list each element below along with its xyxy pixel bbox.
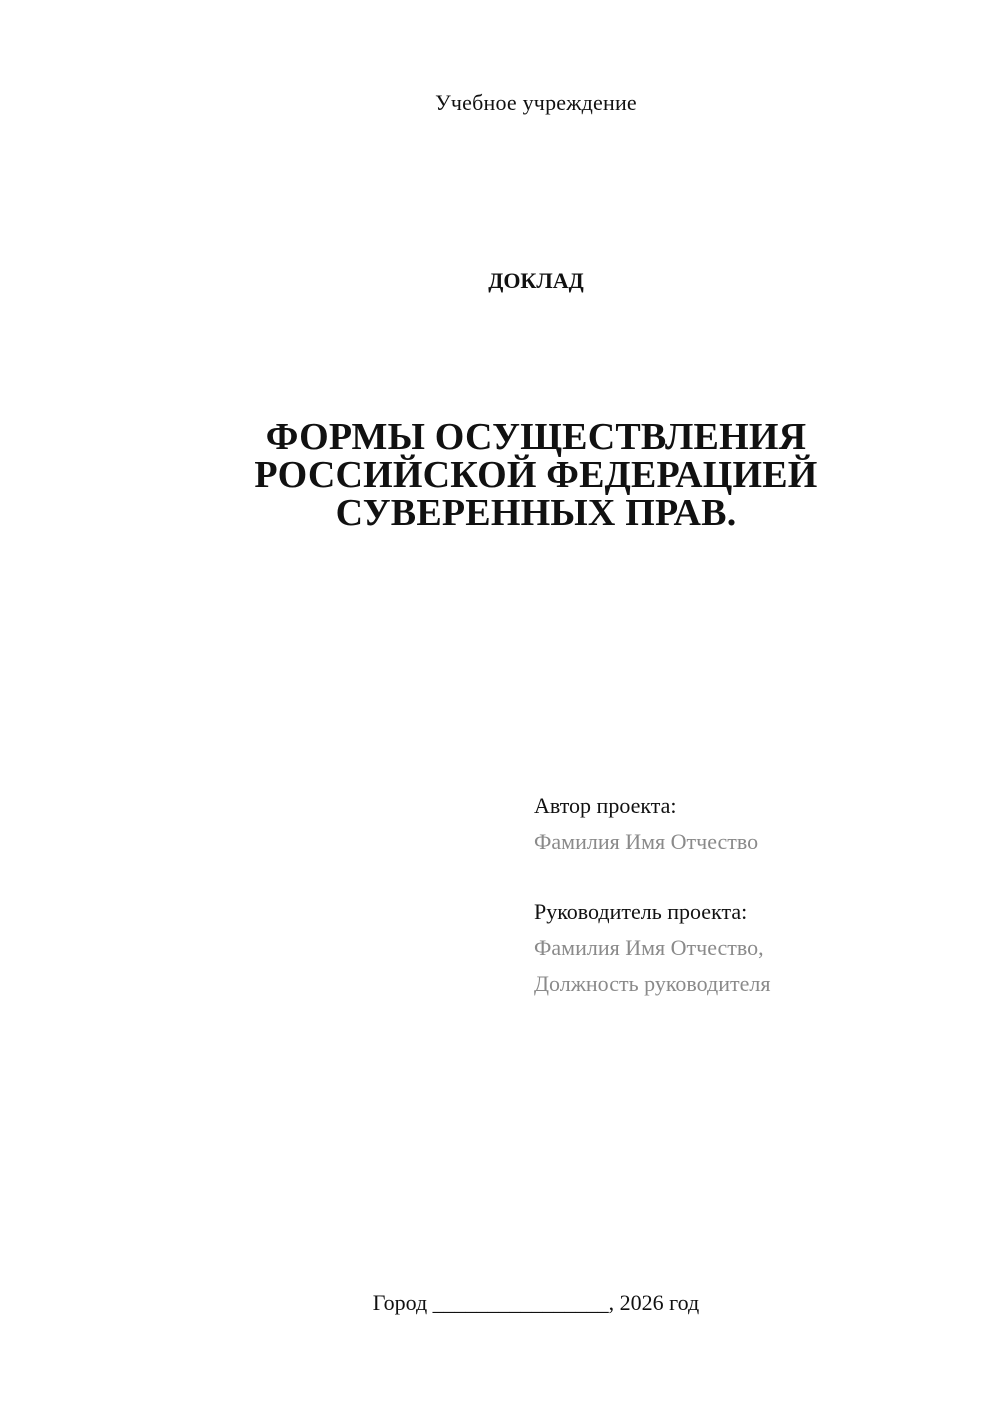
supervisor-name: Фамилия Имя Отчество,	[534, 935, 764, 960]
document-type: ДОКЛАД	[488, 268, 584, 293]
title-line: РОССИЙСКОЙ ФЕДЕРАЦИЕЙ	[254, 454, 818, 496]
supervisor-label: Руководитель проекта:	[534, 899, 748, 924]
credits-block	[534, 788, 974, 1002]
author-name: Фамилия Имя Отчество	[534, 829, 759, 854]
title-line: ФОРМЫ ОСУЩЕСТВЛЕНИЯ	[265, 416, 807, 458]
title-line: СУВЕРЕННЫХ ПРАВ.	[335, 492, 737, 534]
city-year-line: Город ________________, 2026 год	[372, 1290, 700, 1315]
author-label: Автор проекта:	[534, 793, 677, 818]
document-title	[0, 418, 1000, 532]
supervisor-position: Должность руководителя	[534, 971, 771, 996]
institution-name: Учебное учреждение	[435, 90, 637, 115]
